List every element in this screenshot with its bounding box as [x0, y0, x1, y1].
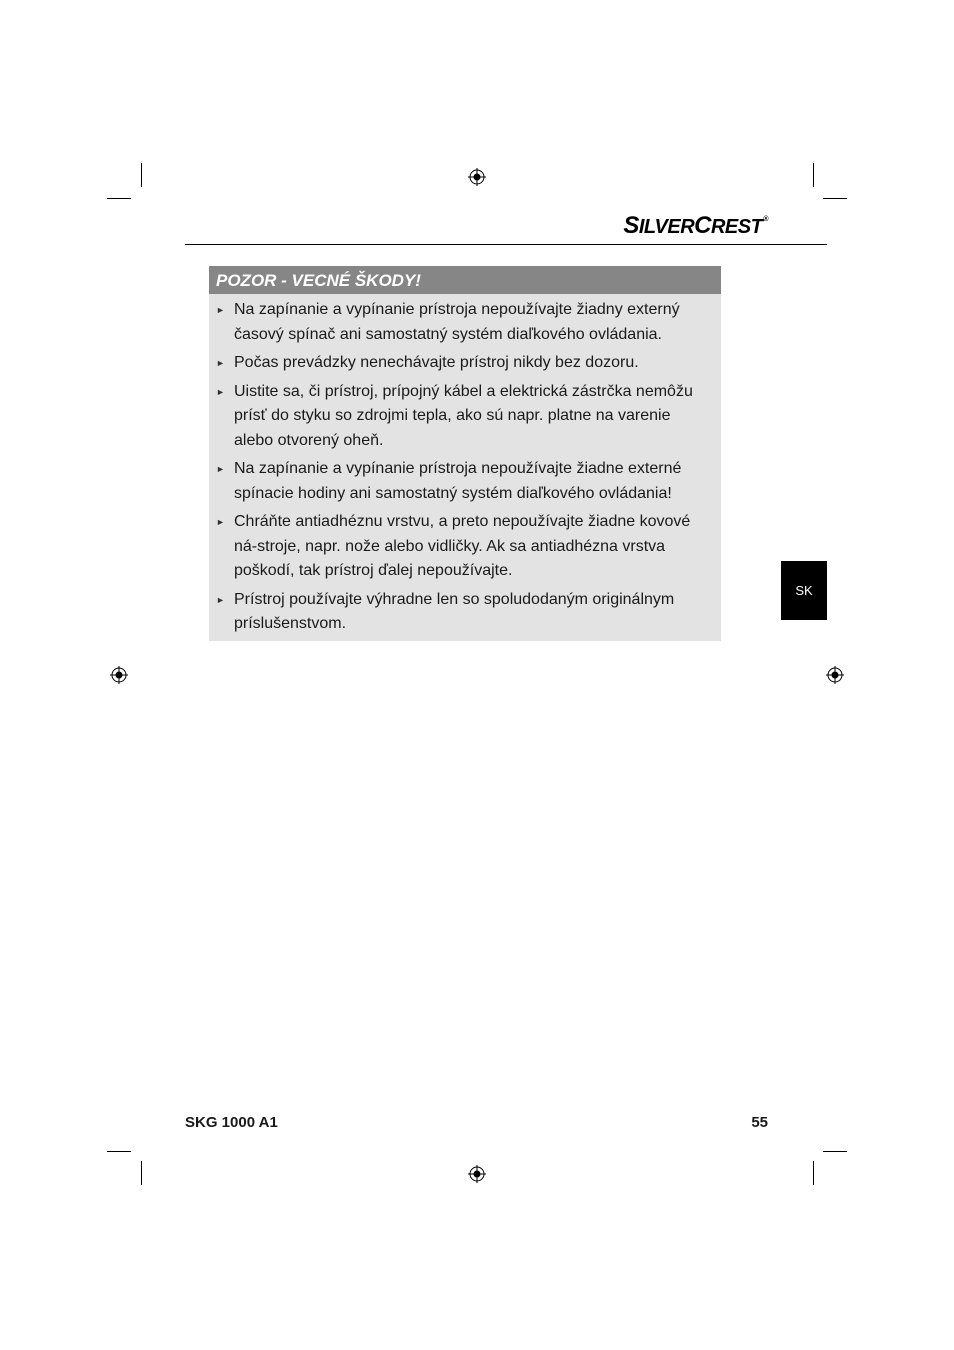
crop-mark-bottom-left-h	[107, 1151, 131, 1152]
registration-mark-icon	[468, 1165, 486, 1183]
bullet-arrow-icon: ►	[216, 464, 225, 474]
list-item: ► Uistite sa, či prístroj, prípojný kábel a elektrická zástrčka nemôžu prísť do styku so zdrojmi tepla, ako sú napr. platne na varenie alebo otvorený oheň.	[216, 380, 709, 454]
warning-title: POZOR - VECNÉ ŠKODY!	[209, 266, 721, 294]
crop-mark-top-left-h	[107, 198, 131, 199]
bullet-arrow-icon: ►	[216, 358, 225, 368]
page-number: 55	[751, 1114, 768, 1131]
footer-model-number: SKG 1000 A1	[185, 1114, 278, 1131]
bullet-arrow-icon: ►	[216, 594, 225, 605]
list-item: ► Chráňte antiadhéznu vrstvu, a preto nepoužívajte žiadne kovové ná-stroje, napr. nože alebo vidličky. Ak sa antiadhézna vrstva poškodí, tak prístroj ďalej nepoužívajte.	[216, 510, 709, 584]
bullet-arrow-icon: ►	[216, 386, 225, 397]
list-item: ► Na zapínanie a vypínanie prístroja nepoužívajte žiadny externý časový spínač ani samostatný systém diaľkového ovládania.	[216, 298, 709, 347]
registration-mark-icon	[468, 168, 486, 186]
warning-list	[209, 294, 721, 637]
list-item: ► Počas prevádzky nenechávajte prístroj nikdy bez dozoru.	[216, 351, 709, 376]
crop-mark-top-right-v	[813, 163, 814, 187]
registration-mark-icon	[110, 666, 128, 684]
warning-box	[209, 266, 721, 641]
crop-mark-top-right-h	[823, 198, 847, 199]
language-tab: SK	[781, 561, 827, 620]
bullet-arrow-icon: ►	[216, 517, 225, 527]
crop-mark-bottom-right-h	[823, 1151, 847, 1152]
crop-mark-bottom-right-v	[813, 1161, 814, 1185]
header-rule	[185, 244, 827, 245]
crop-mark-top-left-v	[141, 163, 142, 187]
crop-mark-bottom-left-v	[141, 1161, 142, 1185]
bullet-arrow-icon: ►	[216, 305, 225, 315]
list-item: ► Prístroj používajte výhradne len so spoludodaným originálnym príslušenstvom.	[216, 588, 709, 637]
list-item: ► Na zapínanie a vypínanie prístroja nepoužívajte žiadne externé spínacie hodiny ani samostatný systém diaľkového ovládania!	[216, 457, 709, 506]
brand-logo: SILVERCREST®	[623, 212, 768, 239]
registration-mark-icon	[826, 666, 844, 684]
